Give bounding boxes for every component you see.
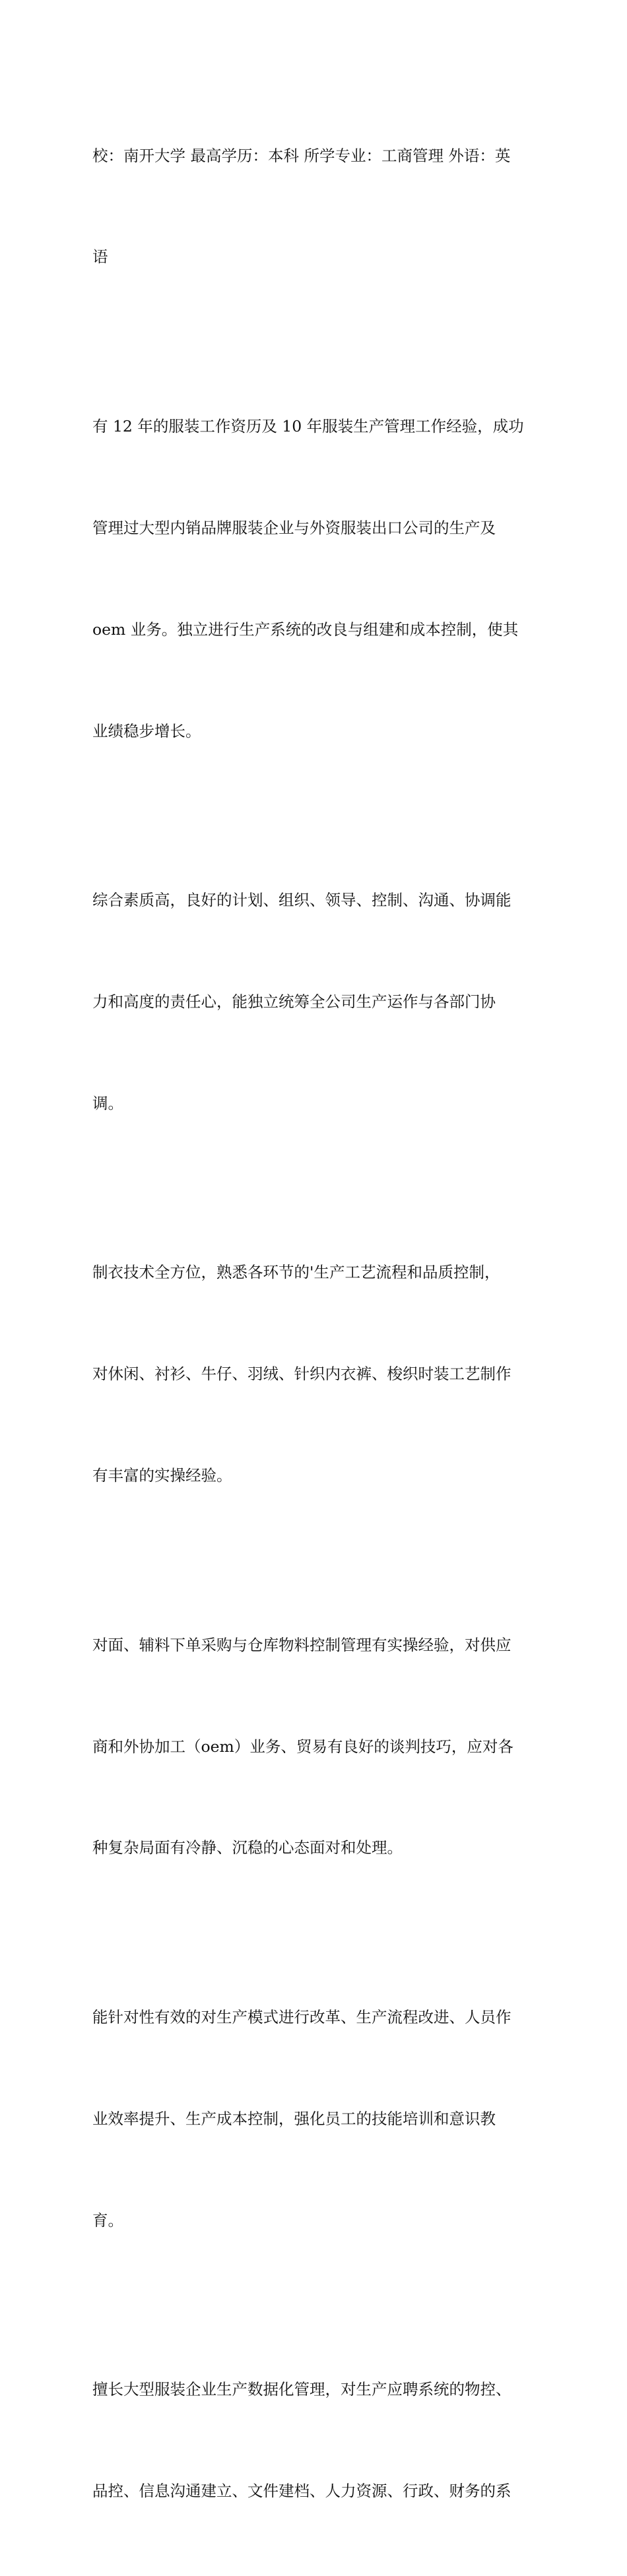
text-line: 商和外协加工（oem）业务、贸易有良好的谈判技巧，应对各 [92,1737,513,1756]
text-line: 对休闲、衬衫、牛仔、羽绒、针织内衣裤、梭织时装工艺制作 [92,1365,512,1384]
text-line: 品控、信息沟通建立、文件建档、人力资源、行政、财务的系 [92,2482,512,2501]
paragraph-data-management [92,2305,541,2576]
text-line: 力和高度的责任心，能独立统筹全公司生产运作与各部门协 [92,992,496,1012]
paragraph-procurement [92,1561,541,1933]
paragraph-quality [92,816,541,1188]
paragraph-education [92,71,541,342]
text-line: 种复杂局面有冷静、沉稳的心态面对和处理。 [92,1838,403,1857]
text-line: 能针对性有效的对生产模式进行改革、生产流程改进、人员作 [92,2007,512,2026]
text-line: 调。 [92,1093,123,1112]
text-line: 有丰富的实操经验。 [92,1466,232,1485]
text-line: oem 业务。独立进行生产系统的改良与组建和成本控制，使其 [92,620,519,639]
paragraph-technique [92,1188,541,1561]
paragraph-experience [92,342,541,816]
text-line: 对面、辅料下单采购与仓库物料控制管理有实操经验，对供应 [92,1635,512,1654]
text-line: 擅长大型服装企业生产数据化管理，对生产应聘系统的物控、 [92,2380,512,2399]
document-body [92,71,541,2576]
text-line: 管理过大型内销品牌服装企业与外资服装出口公司的生产及 [92,518,496,537]
text-line: 校：南开大学 最高学历：本科 所学专业：工商管理 外语：英 [92,146,511,165]
text-line: 业绩稳步增长。 [92,721,201,740]
paragraph-reform [92,1933,541,2305]
text-line: 业效率提升、生产成本控制，强化员工的技能培训和意识教 [92,2109,496,2128]
text-line: 制衣技术全方位，熟悉各环节的'生产工艺流程和品质控制， [92,1263,500,1282]
text-line: 有 12 年的服装工作资历及 10 年服装生产管理工作经验，成功 [92,416,524,435]
text-line: 综合素质高，良好的计划、组织、领导、控制、沟通、协调能 [92,891,512,910]
text-line: 育。 [92,2210,123,2230]
text-line: 语 [92,247,108,267]
